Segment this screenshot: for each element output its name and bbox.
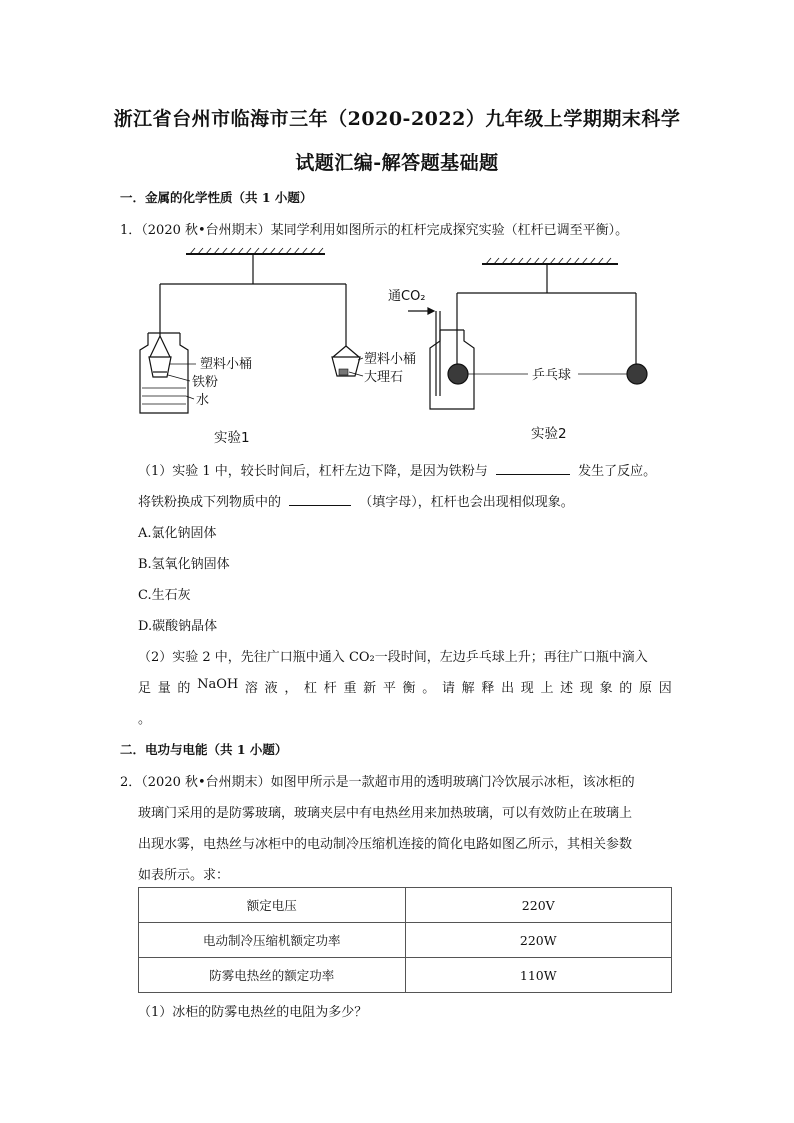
- question-1-stem: 1．（2020 秋•台州期末）某同学利用如图所示的杠杆完成探究实验（杠杆已调至平衡）。: [120, 223, 629, 238]
- question-1-part-1-line-2: [138, 491, 574, 510]
- word: 因: [658, 681, 672, 696]
- word: 象: [599, 681, 613, 696]
- word: 液: [264, 681, 278, 696]
- table-cell-value: 110W: [405, 958, 672, 993]
- word: 的: [619, 681, 633, 696]
- question-1-part-2-line-1: （2）实验 2 中，先往广口瓶中通入 CO₂一段时间，左边乒乓球上升；再往广口瓶中滴入: [138, 650, 648, 665]
- exp1-caption: 实验1: [214, 430, 250, 446]
- word: 请: [441, 681, 455, 696]
- word: 。: [422, 681, 436, 696]
- word: NaOH: [197, 677, 239, 692]
- option-a: A.氯化钠固体: [138, 526, 217, 541]
- section-heading-electric-work: 二．电功与电能（共 1 小题）: [120, 742, 288, 757]
- option-c: C.生石灰: [138, 588, 191, 603]
- question-1-part-1-line-1: [138, 460, 656, 479]
- table-row: [139, 958, 672, 993]
- question-1-part-2-line-2: [138, 677, 672, 696]
- exp1-label-water: 水: [196, 393, 210, 408]
- lever-experiment-figure: [0, 0, 794, 460]
- word: 平: [382, 681, 396, 696]
- word: 原: [638, 681, 652, 696]
- exp2-label-pingpong-ball: 乒乓球: [532, 368, 572, 383]
- word: ，: [284, 681, 298, 696]
- word: 释: [481, 681, 495, 696]
- word: 的: [177, 681, 191, 696]
- word: 杠: [304, 681, 318, 696]
- table-row: [139, 888, 672, 923]
- section-heading-metal-chemistry: 一．金属的化学性质（共 1 小题）: [120, 190, 313, 205]
- option-b: B.氢氧化钠固体: [138, 557, 230, 572]
- word: 溶: [244, 681, 258, 696]
- table-row: [139, 923, 672, 958]
- question-2-line-3: 出现水雾，电热丝与冰柜中的电动制冷压缩机连接的简化电路如图乙所示，其相关参数: [138, 837, 633, 852]
- exp1-label-right-bucket: 塑料小桶: [364, 352, 417, 367]
- word: 重: [343, 681, 357, 696]
- document-title-line-2: 试题汇编-解答题基础题: [295, 152, 499, 174]
- part1-text-a: （1）实验 1 中，较长时间后，杠杆左边下降，是因为铁粉与: [138, 464, 488, 479]
- word: 现: [520, 681, 534, 696]
- part1-text-d: （填字母），杠杆也会出现相似现象。: [359, 495, 574, 510]
- part1-text-b: 发生了反应。: [578, 464, 657, 479]
- question-2-sub-1: （1）冰柜的防雾电热丝的电阻为多少？: [138, 1005, 368, 1020]
- exp1-label-iron-powder: 铁粉: [192, 375, 219, 390]
- word: 衡: [402, 681, 416, 696]
- word: 足: [138, 681, 152, 696]
- exp1-label-bucket: 塑料小桶: [200, 357, 253, 372]
- word: 现: [579, 681, 593, 696]
- question-2-line-2: 玻璃门采用的是防雾玻璃，玻璃夹层中有电热丝用来加热玻璃，可以有效防止在玻璃上: [138, 806, 633, 821]
- word: 杆: [323, 681, 337, 696]
- word: 量: [157, 681, 171, 696]
- option-d: D.碳酸钠晶体: [138, 619, 218, 634]
- document-title-line-1: 浙江省台州市临海市三年（2020-2022）九年级上学期期末科学: [113, 108, 681, 130]
- experiment-1-diagram: [140, 248, 363, 413]
- part1-text-c: 将铁粉换成下列物质中的: [138, 495, 282, 510]
- experiment-2-diagram: [408, 258, 647, 409]
- question-2-line-1: 2．（2020 秋•台州期末）如图甲所示是一款超市用的透明玻璃门冷饮展示冰柜，该冰柜的: [120, 775, 635, 790]
- exp2-caption: 实验2: [531, 426, 567, 442]
- exp1-label-marble: 大理石: [364, 370, 404, 385]
- answer-blank-2[interactable]: [289, 493, 351, 506]
- answer-blank-1[interactable]: [496, 462, 570, 475]
- table-cell-name: 额定电压: [139, 888, 406, 923]
- word: 述: [560, 681, 574, 696]
- exp2-label-co2: 通CO₂: [388, 289, 426, 304]
- word: 出: [501, 681, 515, 696]
- table-cell-name: 电动制冷压缩机额定功率: [139, 923, 406, 958]
- table-cell-name: 防雾电热丝的额定功率: [139, 958, 406, 993]
- word: 新: [363, 681, 377, 696]
- word: 上: [540, 681, 554, 696]
- word: 解: [461, 681, 475, 696]
- question-1-part-2-line-3: 。: [138, 712, 152, 727]
- table-cell-value: 220W: [405, 923, 672, 958]
- table-cell-value: 220V: [405, 888, 672, 923]
- question-2-line-4: 如表所示。求：: [138, 868, 230, 883]
- parameter-table: [138, 887, 672, 993]
